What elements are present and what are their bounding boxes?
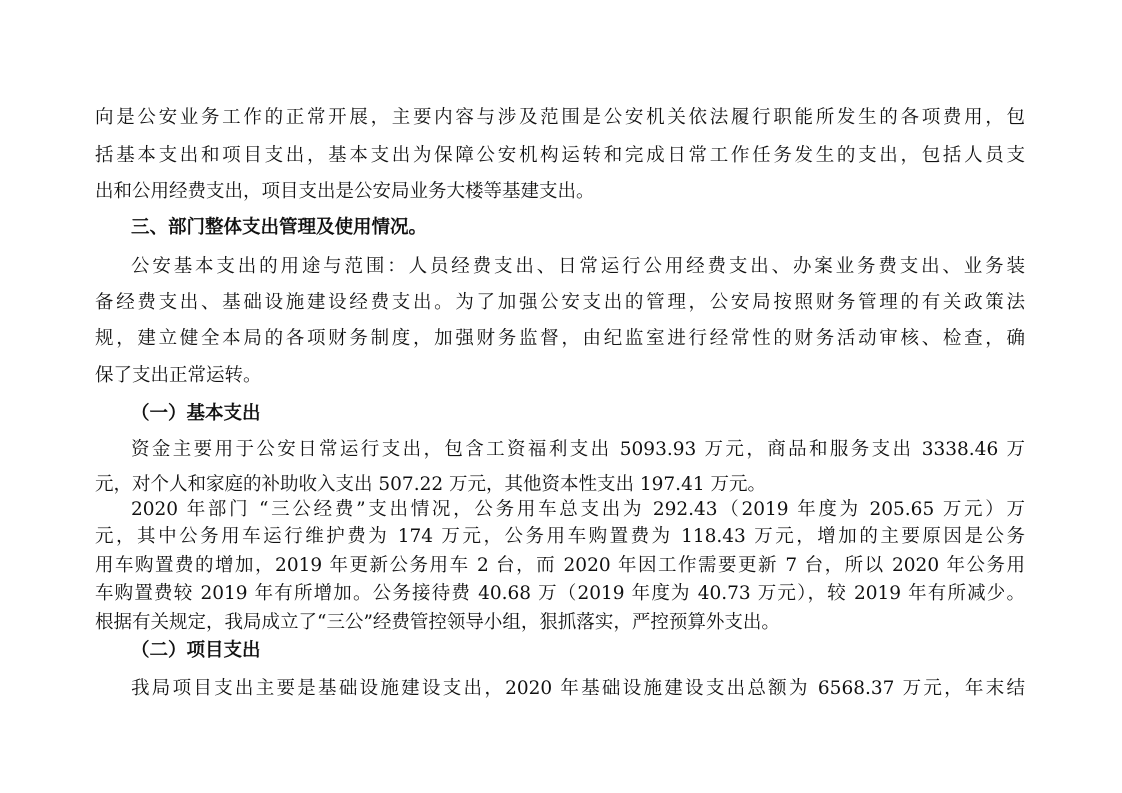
paragraph-line: 根据有关规定，我局成立了“三公”经费管控领导小组，狠抓落实，严控预算外支出。 [95, 612, 780, 633]
paragraph-line: 我局项目支出主要是基础设施建设支出，2020 年基础设施建设支出总额为 6568.37 万元，年末结 [131, 678, 1025, 699]
paragraph-line: 括基本支出和项目支出，基本支出为保障公安机构运转和完成日常工作任务发生的支出，包括人员支 [95, 145, 1025, 166]
paragraph-line: 备经费支出、基础设施建设经费支出。为了加强公安支出的管理，公安局按照财务管理的有关政策法 [95, 292, 1025, 313]
paragraph-line: 保了支出正常运转。 [95, 365, 262, 386]
paragraph-line: 元，其中公务用车运行维护费为 174 万元，公务用车购置费为 118.43 万元，增加的主要原因是公务 [95, 526, 1025, 547]
paragraph-line: 2020 年部门 “三公经费”支出情况，公务用车总支出为 292.43（2019 年度为 205.65 万元）万 [131, 499, 1025, 520]
subsection-heading: （二）项目支出 [131, 640, 261, 661]
paragraph-line: 规，建立健全本局的各项财务制度，加强财务监督，由纪监室进行经常性的财务活动审核、检查，确 [95, 328, 1025, 349]
paragraph-line: 出和公用经费支出，项目支出是公安局业务大楼等基建支出。 [95, 181, 595, 202]
paragraph-line: 用车购置费的增加，2019 年更新公务用车 2 台，而 2020 年因工作需要更新 7 台，所以 2020 年公务用 [95, 555, 1025, 576]
paragraph-line: 资金主要用于公安日常运行支出，包含工资福利支出 5093.93 万元，商品和服务支出 3338.46 万 [131, 439, 1025, 460]
paragraph-line: 向是公安业务工作的正常开展，主要内容与涉及范围是公安机关依法履行职能所发生的各项费用，包 [95, 107, 1025, 128]
paragraph-line: 元，对个人和家庭的补助收入支出 507.22 万元，其他资本性支出 197.41 万元。 [95, 474, 766, 495]
paragraph-line: 公安基本支出的用途与范围：人员经费支出、日常运行公用经费支出、办案业务费支出、业务装 [131, 256, 1025, 277]
paragraph-line: 车购置费较 2019 年有所增加。公务接待费 40.68 万（2019 年度为 40.73 万元），较 2019 年有所减少。 [95, 583, 1025, 604]
section-heading: 三、部门整体支出管理及使用情况。 [131, 217, 428, 238]
subsection-heading: （一）基本支出 [131, 403, 261, 424]
